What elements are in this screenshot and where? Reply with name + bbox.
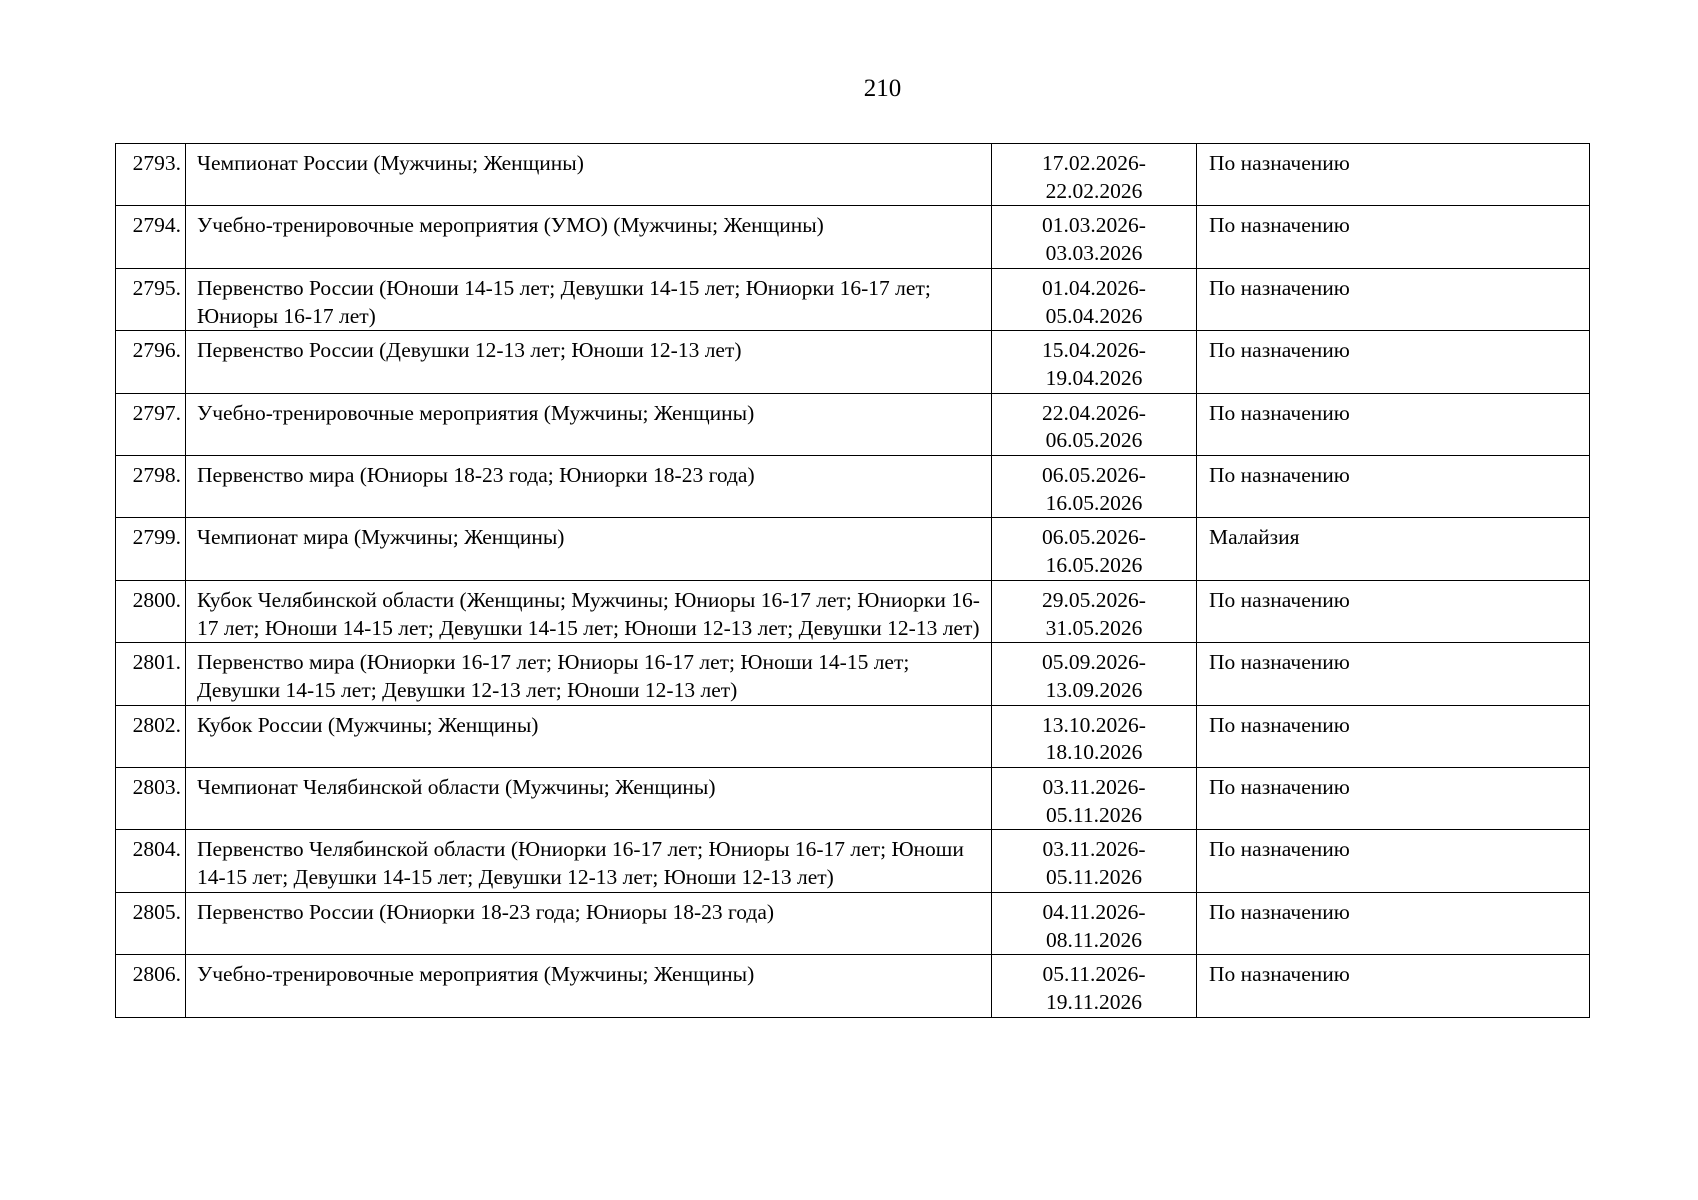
- date-start: 05.11.2026-: [1042, 962, 1146, 987]
- date-end: 19.04.2026: [1045, 365, 1143, 390]
- event-place: По назначению: [1197, 268, 1590, 330]
- date-start: 06.05.2026-: [1042, 463, 1146, 488]
- date-end: 13.09.2026: [1045, 677, 1143, 702]
- row-number: 2800.: [116, 580, 186, 642]
- event-place: По назначению: [1197, 331, 1590, 393]
- row-number: 2796.: [116, 331, 186, 393]
- table-row: [116, 518, 1590, 580]
- table-row: [116, 331, 1590, 393]
- date-end: 05.11.2026: [1046, 865, 1142, 890]
- event-place: Малайзия: [1197, 518, 1590, 580]
- table-row: [116, 892, 1590, 954]
- event-name: Первенство России (Юноши 14-15 лет; Девушки 14-15 лет; Юниорки 16-17 лет; Юниоры 16-17 лет): [186, 268, 992, 330]
- event-place: По назначению: [1197, 580, 1590, 642]
- event-dates: [992, 768, 1197, 830]
- event-name: Кубок Челябинской области (Женщины; Мужчины; Юниоры 16-17 лет; Юниорки 16-17 лет; Юноши 14-15 лет; Девушки 14-15 лет; Юноши 12-13 лет; Девушки 12-13 лет): [186, 580, 992, 642]
- event-dates: [992, 144, 1197, 206]
- date-end: 06.05.2026: [1045, 428, 1143, 453]
- date-end: 31.05.2026: [1045, 615, 1143, 640]
- table-row: [116, 830, 1590, 892]
- date-end: 05.04.2026: [1045, 303, 1143, 328]
- event-dates: [992, 830, 1197, 892]
- date-end: 08.11.2026: [1046, 927, 1142, 952]
- events-table: [115, 143, 1590, 1018]
- row-number: 2804.: [116, 830, 186, 892]
- date-start: 05.09.2026-: [1042, 650, 1146, 675]
- event-name: Первенство мира (Юниоры 18-23 года; Юниорки 18-23 года): [186, 456, 992, 518]
- row-number: 2798.: [116, 456, 186, 518]
- event-dates: [992, 206, 1197, 268]
- row-number: 2805.: [116, 892, 186, 954]
- row-number: 2797.: [116, 393, 186, 455]
- event-place: По назначению: [1197, 830, 1590, 892]
- event-name: Учебно-тренировочные мероприятия (Мужчины; Женщины): [186, 955, 992, 1017]
- row-number: 2799.: [116, 518, 186, 580]
- table-row: [116, 643, 1590, 705]
- row-number: 2801.: [116, 643, 186, 705]
- event-dates: [992, 393, 1197, 455]
- event-dates: [992, 331, 1197, 393]
- event-place: По назначению: [1197, 144, 1590, 206]
- event-name: Чемпионат мира (Мужчины; Женщины): [186, 518, 992, 580]
- table-row: [116, 955, 1590, 1017]
- event-place: По назначению: [1197, 393, 1590, 455]
- table-row: [116, 268, 1590, 330]
- row-number: 2793.: [116, 144, 186, 206]
- date-start: 29.05.2026-: [1042, 587, 1146, 612]
- event-name: Чемпионат Челябинской области (Мужчины; Женщины): [186, 768, 992, 830]
- date-start: 01.04.2026-: [1042, 275, 1146, 300]
- table-row: [116, 206, 1590, 268]
- date-end: 03.03.2026: [1045, 241, 1143, 266]
- event-dates: [992, 268, 1197, 330]
- row-number: 2806.: [116, 955, 186, 1017]
- table-row: [116, 393, 1590, 455]
- event-place: По назначению: [1197, 643, 1590, 705]
- table-row: [116, 705, 1590, 767]
- table-row: [116, 580, 1590, 642]
- event-name: Учебно-тренировочные мероприятия (УМО) (Мужчины; Женщины): [186, 206, 992, 268]
- date-end: 05.11.2026: [1046, 802, 1142, 827]
- event-name: Первенство Челябинской области (Юниорки 16-17 лет; Юниоры 16-17 лет; Юноши 14-15 лет; Девушки 14-15 лет; Девушки 12-13 лет; Юноши 12-13 лет): [186, 830, 992, 892]
- event-dates: [992, 955, 1197, 1017]
- date-start: 06.05.2026-: [1042, 525, 1146, 550]
- date-end: 16.05.2026: [1045, 553, 1143, 578]
- event-dates: [992, 705, 1197, 767]
- table-row: [116, 768, 1590, 830]
- event-name: Первенство России (Девушки 12-13 лет; Юноши 12-13 лет): [186, 331, 992, 393]
- date-end: 19.11.2026: [1046, 989, 1142, 1014]
- table-row: [116, 456, 1590, 518]
- event-place: По назначению: [1197, 768, 1590, 830]
- date-start: 17.02.2026-: [1042, 151, 1146, 175]
- event-place: По назначению: [1197, 955, 1590, 1017]
- date-start: 03.11.2026-: [1042, 775, 1146, 800]
- event-dates: [992, 580, 1197, 642]
- event-dates: [992, 518, 1197, 580]
- event-name: Кубок России (Мужчины; Женщины): [186, 705, 992, 767]
- date-start: 04.11.2026-: [1042, 899, 1146, 924]
- event-name: Чемпионат России (Мужчины; Женщины): [186, 144, 992, 206]
- row-number: 2802.: [116, 705, 186, 767]
- event-name: Первенство мира (Юниорки 16-17 лет; Юниоры 16-17 лет; Юноши 14-15 лет; Девушки 14-15 лет; Девушки 12-13 лет; Юноши 12-13 лет): [186, 643, 992, 705]
- date-start: 22.04.2026-: [1042, 400, 1146, 425]
- event-dates: [992, 456, 1197, 518]
- event-place: По назначению: [1197, 456, 1590, 518]
- date-start: 03.11.2026-: [1042, 837, 1146, 862]
- date-start: 15.04.2026-: [1042, 338, 1146, 363]
- event-place: По назначению: [1197, 206, 1590, 268]
- event-name: Учебно-тренировочные мероприятия (Мужчины; Женщины): [186, 393, 992, 455]
- event-name: Первенство России (Юниорки 18-23 года; Юниоры 18-23 года): [186, 892, 992, 954]
- table-row: [116, 144, 1590, 206]
- date-end: 22.02.2026: [1045, 178, 1143, 203]
- event-place: По назначению: [1197, 892, 1590, 954]
- date-start: 13.10.2026-: [1042, 712, 1146, 737]
- row-number: 2794.: [116, 206, 186, 268]
- date-end: 16.05.2026: [1045, 490, 1143, 515]
- event-place: По назначению: [1197, 705, 1590, 767]
- page-number: 210: [863, 75, 902, 102]
- event-dates: [992, 643, 1197, 705]
- date-start: 01.03.2026-: [1042, 213, 1146, 238]
- row-number: 2803.: [116, 768, 186, 830]
- event-dates: [992, 892, 1197, 954]
- row-number: 2795.: [116, 268, 186, 330]
- date-end: 18.10.2026: [1045, 740, 1143, 765]
